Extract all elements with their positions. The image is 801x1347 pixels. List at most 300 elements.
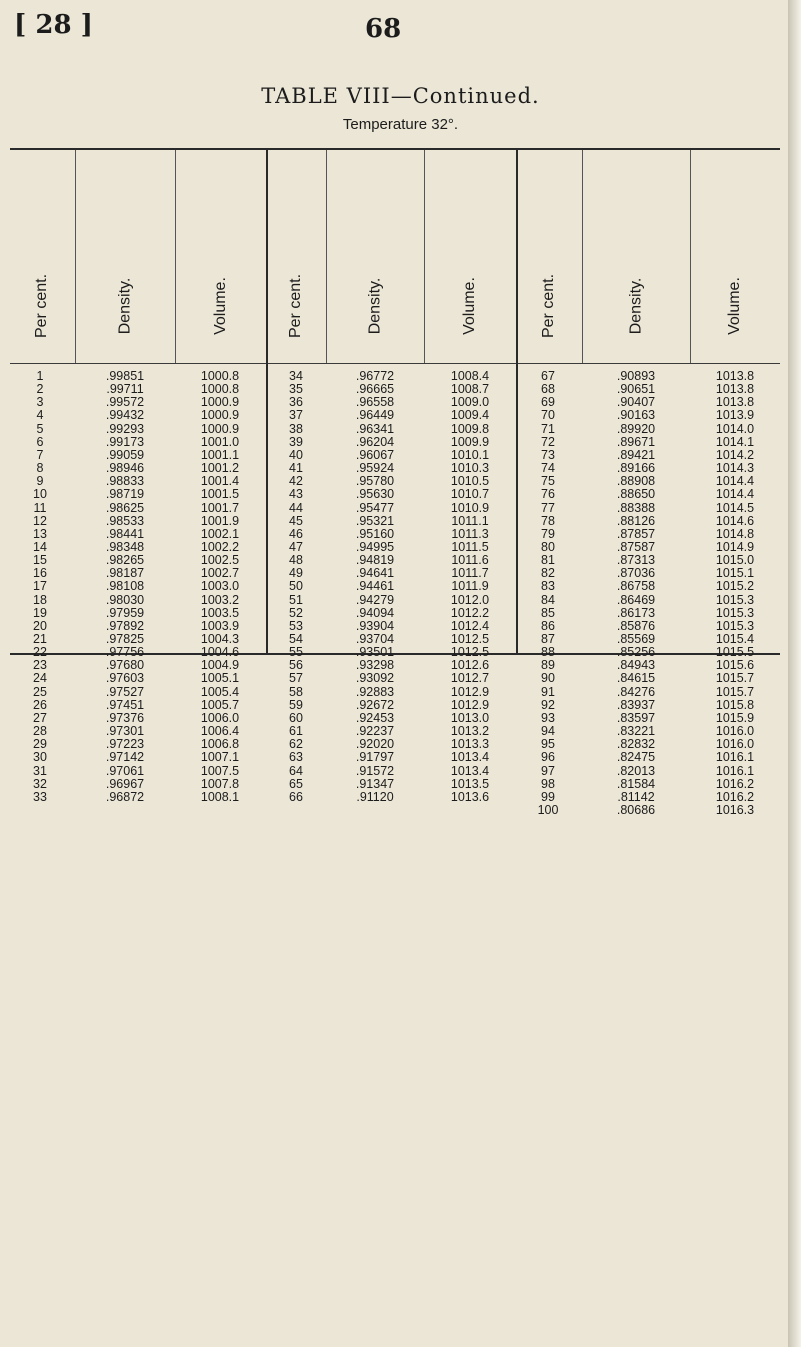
table-row [10, 409, 780, 421]
cell-volume: 1000.9 [200, 421, 240, 436]
table-row [10, 646, 780, 658]
cell-percent: 53 [289, 618, 303, 633]
cell-percent: 61 [289, 724, 303, 739]
cell-volume: 1015.3 [715, 605, 755, 620]
cell-volume: 1000.8 [200, 369, 240, 383]
table-row [10, 436, 780, 448]
cell-volume: 1014.0 [715, 421, 755, 436]
cell-density: .99293 [105, 421, 145, 436]
table-row [10, 567, 780, 579]
cell-density: .94461 [355, 579, 395, 594]
table-row [10, 699, 780, 711]
cell-volume: 1007.5 [200, 763, 240, 778]
cell-volume: 1014.4 [715, 474, 755, 489]
col-header-volume-3: Volume. [726, 276, 743, 335]
cell-percent: 54 [289, 632, 303, 646]
cell-volume: 1001.4 [200, 474, 240, 489]
cell-density: .92883 [355, 684, 395, 699]
table-row [10, 462, 780, 474]
cell-percent: 77 [541, 500, 555, 515]
cell-percent: 3 [36, 395, 44, 410]
cell-volume: 1008.1 [200, 789, 240, 804]
cell-density: .83221 [616, 724, 656, 739]
cell-density: .96665 [355, 382, 395, 397]
col-header-density-1: Density. [115, 277, 133, 334]
cell-volume: 1011.3 [451, 526, 489, 541]
table-row [10, 686, 780, 698]
cell-percent: 1 [36, 369, 44, 383]
cell-percent: 9 [36, 474, 44, 489]
cell-density: .97825 [105, 632, 145, 646]
cell-density: .90651 [616, 382, 656, 397]
cell-percent: 26 [33, 697, 47, 712]
cell-volume: 1011.1 [451, 513, 489, 528]
cell-percent: 48 [289, 553, 303, 568]
cell-volume: 1016.2 [715, 789, 755, 804]
cell-volume: 1012.0 [450, 592, 490, 607]
cell-volume: 1010.5 [450, 474, 490, 489]
cell-percent: 85 [541, 605, 555, 620]
cell-density: .94995 [355, 539, 395, 554]
cell-volume: 1015.9 [715, 710, 755, 725]
cell-volume: 1002.2 [200, 539, 240, 554]
cell-volume: 1015.7 [715, 684, 755, 699]
cell-volume: 1001.0 [200, 434, 240, 449]
cell-percent: 59 [289, 697, 303, 712]
cell-percent: 28 [33, 724, 47, 739]
cell-density: .95924 [355, 461, 395, 476]
cell-density: .91347 [355, 776, 395, 791]
cell-density: .97301 [105, 724, 145, 739]
cell-percent: 64 [289, 763, 303, 778]
table-row [10, 383, 780, 395]
cell-percent: 41 [289, 461, 303, 476]
cell-percent: 46 [289, 526, 303, 541]
table-row [10, 751, 780, 763]
table-row [10, 607, 780, 619]
cell-percent: 11 [33, 500, 47, 515]
cell-volume: 1004.6 [200, 645, 240, 660]
cell-percent: 22 [33, 645, 47, 660]
cell-percent: 15 [33, 553, 47, 568]
table-row [10, 765, 780, 777]
cell-percent: 89 [541, 658, 555, 673]
cell-percent: 21 [33, 632, 47, 646]
cell-percent: 68 [541, 382, 555, 397]
cell-volume: 1014.1 [715, 434, 755, 449]
table-row [10, 580, 780, 592]
cell-percent: 45 [289, 513, 303, 528]
cell-density: .92453 [355, 710, 395, 725]
cell-percent: 98 [541, 776, 555, 791]
col-header-percent-2: Per cent. [287, 273, 304, 338]
table-row [10, 370, 780, 382]
cell-volume: 1015.1 [715, 566, 755, 581]
cell-volume: 1001.9 [200, 513, 240, 528]
cell-volume: 1006.4 [200, 724, 240, 739]
cell-density: .94819 [355, 553, 395, 568]
cell-volume: 1000.9 [200, 408, 240, 423]
table-row [10, 475, 780, 487]
cell-percent: 8 [36, 461, 44, 476]
page-edge [788, 0, 801, 1347]
cell-density: .98108 [105, 579, 145, 594]
col-header-density-2: Density. [365, 277, 383, 334]
cell-volume: 1011.6 [451, 553, 489, 568]
cell-density: .98265 [105, 553, 145, 568]
cell-density: .93092 [355, 671, 395, 686]
cell-density: .87857 [616, 526, 656, 541]
cell-density: .96872 [105, 789, 145, 804]
cell-volume: 1013.8 [715, 369, 755, 383]
cell-density: .95321 [355, 513, 395, 528]
cell-percent: 62 [289, 737, 303, 752]
cell-density: .88126 [616, 513, 656, 528]
cell-volume: 1004.3 [200, 632, 240, 646]
cell-density: .87313 [616, 553, 656, 568]
cell-volume: 1012.7 [450, 671, 490, 686]
cell-density: .96204 [355, 434, 395, 449]
cell-density: .89920 [616, 421, 656, 436]
cell-volume: 1015.3 [715, 618, 755, 633]
cell-percent: 10 [33, 487, 47, 502]
table-row [10, 738, 780, 750]
table-row [10, 712, 780, 724]
cell-density: .97376 [105, 710, 145, 725]
cell-percent: 5 [36, 421, 44, 436]
cell-density: .97223 [105, 737, 145, 752]
cell-percent: 6 [36, 434, 44, 449]
cell-density: .93704 [355, 632, 395, 646]
cell-percent: 60 [289, 710, 303, 725]
cell-volume: 1012.9 [450, 697, 490, 712]
cell-volume: 1013.8 [715, 395, 755, 410]
cell-percent: 74 [541, 461, 555, 476]
cell-density: .94641 [355, 566, 395, 581]
cell-density: .83937 [616, 697, 656, 712]
cell-density: .93904 [355, 618, 395, 633]
cell-percent: 66 [289, 789, 303, 804]
cell-percent: 47 [289, 539, 303, 554]
cell-volume: 1006.0 [200, 710, 240, 725]
cell-volume: 1014.5 [715, 500, 755, 515]
table-row [10, 423, 780, 435]
cell-volume: 1001.5 [200, 487, 240, 502]
cell-volume: 1012.5 [450, 645, 490, 660]
cell-percent: 93 [541, 710, 555, 725]
cell-volume: 1005.7 [200, 697, 240, 712]
cell-density: .82475 [616, 750, 656, 765]
cell-density: .97959 [105, 605, 145, 620]
table-row [10, 449, 780, 461]
cell-percent: 95 [541, 737, 555, 752]
cell-density: .84943 [616, 658, 656, 673]
cell-volume: 1001.1 [200, 447, 240, 462]
cell-density: .90407 [616, 395, 656, 410]
cell-percent: 16 [33, 566, 47, 581]
cell-percent: 91 [541, 684, 555, 699]
cell-density: .98625 [105, 500, 145, 515]
cell-density: .94094 [355, 605, 395, 620]
table-top-rule [10, 148, 780, 150]
cell-density: .88650 [616, 487, 656, 502]
cell-density: .98833 [105, 474, 145, 489]
cell-percent: 39 [289, 434, 303, 449]
page-number: 68 [365, 14, 402, 44]
cell-percent: 58 [289, 684, 303, 699]
cell-percent: 33 [33, 789, 47, 804]
cell-volume: 1013.0 [450, 710, 490, 725]
cell-volume: 1013.6 [450, 789, 490, 804]
cell-density: .96558 [355, 395, 395, 410]
cell-density: .95780 [355, 474, 395, 489]
cell-volume: 1010.7 [450, 487, 490, 502]
cell-density: .95630 [355, 487, 395, 502]
cell-density: .85569 [616, 632, 656, 646]
cell-percent: 55 [289, 645, 303, 660]
cell-percent: 70 [541, 408, 555, 423]
cell-volume: 1003.0 [200, 579, 240, 594]
cell-volume: 1012.4 [450, 618, 490, 633]
cell-volume: 1012.5 [450, 632, 490, 646]
cell-density: .97061 [105, 763, 145, 778]
cell-percent: 34 [289, 369, 303, 383]
cell-percent: 50 [289, 579, 303, 594]
cell-density: .96341 [355, 421, 395, 436]
cell-percent: 73 [541, 447, 555, 462]
cell-volume: 1013.9 [715, 408, 755, 423]
cell-density: .96067 [355, 447, 395, 462]
cell-density: .85256 [616, 645, 656, 660]
cell-density: .98533 [105, 513, 145, 528]
cell-density: .98348 [105, 539, 145, 554]
cell-percent: 92 [541, 697, 555, 712]
cell-percent: 18 [33, 592, 47, 607]
cell-percent: 67 [541, 369, 555, 383]
cell-density: .95477 [355, 500, 395, 515]
table-row [10, 594, 780, 606]
cell-volume: 1012.9 [450, 684, 490, 699]
cell-percent: 88 [541, 645, 555, 660]
cell-volume: 1003.9 [200, 618, 240, 633]
cell-density: .97603 [105, 671, 145, 686]
cell-density: .97892 [105, 618, 145, 633]
cell-percent: 23 [33, 658, 47, 673]
cell-volume: 1011.9 [451, 579, 489, 594]
cell-percent: 36 [289, 395, 303, 410]
cell-volume: 1015.2 [715, 579, 755, 594]
cell-density: .90163 [616, 408, 656, 423]
cell-volume: 1014.4 [715, 487, 755, 502]
cell-volume: 1010.3 [450, 461, 490, 476]
cell-volume: 1000.9 [200, 395, 240, 410]
cell-percent: 32 [33, 776, 47, 791]
table-row [10, 528, 780, 540]
cell-percent: 38 [289, 421, 303, 436]
cell-volume: 1012.2 [450, 605, 490, 620]
cell-percent: 29 [33, 737, 47, 752]
cell-percent: 52 [289, 605, 303, 620]
col-header-percent-3: Per cent. [540, 273, 557, 338]
cell-percent: 2 [36, 382, 44, 397]
table-subtitle: Temperature 32°. [342, 116, 459, 133]
cell-density: .98030 [105, 592, 145, 607]
cell-percent: 19 [33, 605, 47, 620]
cell-density: .98946 [105, 461, 145, 476]
cell-volume: 1015.0 [715, 553, 755, 568]
cell-density: .98441 [105, 526, 145, 541]
cell-volume: 1004.9 [200, 658, 240, 673]
cell-volume: 1012.6 [450, 658, 490, 673]
cell-percent: 17 [33, 579, 47, 594]
table-row [10, 778, 780, 790]
cell-density: .87587 [616, 539, 656, 554]
cell-density: .85876 [616, 618, 656, 633]
cell-density: .92237 [355, 724, 395, 739]
cell-density: .82832 [616, 737, 656, 752]
cell-density: .97451 [105, 697, 145, 712]
cell-density: .97680 [105, 658, 145, 673]
cell-percent: 82 [541, 566, 555, 581]
cell-volume: 1016.1 [715, 763, 755, 778]
cell-density: .89166 [616, 461, 656, 476]
cell-percent: 65 [289, 776, 303, 791]
cell-volume: 1009.0 [450, 395, 490, 410]
table-row [10, 502, 780, 514]
cell-volume: 1005.4 [200, 684, 240, 699]
cell-volume: 1003.5 [200, 605, 240, 620]
cell-density: .89421 [616, 447, 656, 462]
cell-volume: 1015.6 [715, 658, 755, 673]
cell-density: .97142 [105, 750, 145, 765]
table-row [10, 659, 780, 671]
cell-percent: 51 [289, 592, 303, 607]
header-rule [10, 363, 780, 364]
cell-volume: 1010.1 [450, 447, 490, 462]
cell-percent: 76 [541, 487, 555, 502]
cell-percent: 20 [33, 618, 47, 633]
cell-percent: 71 [541, 421, 555, 436]
cell-percent: 72 [541, 434, 555, 449]
cell-density: .99173 [105, 434, 145, 449]
cell-volume: 1014.9 [715, 539, 755, 554]
cell-percent: 100 [537, 802, 559, 817]
table-row [10, 725, 780, 737]
cell-volume: 1014.3 [715, 461, 755, 476]
cell-density: .88388 [616, 500, 656, 515]
cell-density: .90893 [616, 369, 656, 383]
cell-volume: 1009.8 [450, 421, 490, 436]
table-row [10, 633, 780, 645]
cell-percent: 80 [541, 539, 555, 554]
cell-density: .99711 [106, 382, 144, 397]
cell-percent: 79 [541, 526, 555, 541]
col-header-percent-1: Per cent. [33, 273, 51, 338]
cell-density: .99059 [105, 447, 145, 462]
cell-percent: 13 [33, 526, 47, 541]
cell-density: .86173 [616, 605, 656, 620]
cell-percent: 31 [33, 763, 47, 778]
cell-percent: 90 [541, 671, 555, 686]
cell-percent: 40 [289, 447, 303, 462]
cell-density: .99572 [105, 395, 145, 410]
cell-volume: 1013.8 [715, 382, 755, 397]
cell-percent: 75 [541, 474, 555, 489]
cell-volume: 1015.4 [715, 632, 755, 646]
cell-volume: 1013.2 [450, 724, 490, 739]
cell-percent: 7 [36, 447, 44, 462]
cell-density: .91120 [356, 789, 394, 804]
cell-density: .88908 [616, 474, 656, 489]
bracketed-page-number: [ 28 ] [14, 10, 93, 40]
cell-density: .96772 [355, 369, 395, 383]
cell-density: .80686 [616, 802, 656, 817]
cell-volume: 1015.5 [715, 645, 755, 660]
cell-volume: 1013.5 [450, 776, 490, 791]
cell-percent: 86 [541, 618, 555, 633]
cell-percent: 78 [541, 513, 555, 528]
cell-percent: 35 [289, 382, 303, 397]
cell-density: .81584 [616, 776, 656, 791]
cell-volume: 1014.2 [715, 447, 755, 462]
table-row [10, 672, 780, 684]
cell-density: .94279 [355, 592, 395, 607]
cell-percent: 24 [33, 671, 47, 686]
cell-volume: 1009.4 [450, 408, 490, 423]
cell-density: .84615 [616, 671, 656, 686]
cell-percent: 69 [541, 395, 555, 410]
cell-density: .86758 [616, 579, 656, 594]
table-row [10, 554, 780, 566]
cell-volume: 1014.6 [715, 513, 755, 528]
cell-volume: 1015.8 [715, 697, 755, 712]
cell-percent: 87 [541, 632, 555, 646]
cell-volume: 1011.7 [451, 566, 489, 581]
cell-percent: 14 [33, 539, 47, 554]
cell-density: .91797 [355, 750, 395, 765]
cell-density: .92020 [355, 737, 395, 752]
cell-percent: 83 [541, 579, 555, 594]
cell-percent: 57 [289, 671, 303, 686]
cell-percent: 94 [541, 724, 555, 739]
table-row [10, 515, 780, 527]
cell-percent: 63 [289, 750, 303, 765]
table-row [10, 791, 780, 803]
cell-density: .83597 [616, 710, 656, 725]
cell-percent: 43 [289, 487, 303, 502]
cell-volume: 1008.4 [450, 369, 490, 383]
cell-volume: 1002.1 [200, 526, 240, 541]
cell-percent: 97 [541, 763, 555, 778]
cell-density: .99432 [105, 408, 145, 423]
cell-volume: 1001.2 [200, 461, 240, 476]
cell-percent: 12 [33, 513, 47, 528]
cell-density: .98187 [105, 566, 145, 581]
table-row [10, 620, 780, 632]
cell-density: .91572 [355, 763, 395, 778]
cell-volume: 1016.0 [715, 737, 755, 752]
cell-volume: 1014.8 [715, 526, 755, 541]
cell-percent: 84 [541, 592, 555, 607]
cell-percent: 27 [33, 710, 47, 725]
cell-percent: 37 [289, 408, 303, 423]
data-table [10, 148, 780, 817]
cell-volume: 1005.1 [200, 671, 240, 686]
cell-density: .87036 [616, 566, 656, 581]
cell-density: .96967 [105, 776, 145, 791]
cell-density: .93501 [355, 645, 395, 660]
cell-percent: 42 [289, 474, 303, 489]
